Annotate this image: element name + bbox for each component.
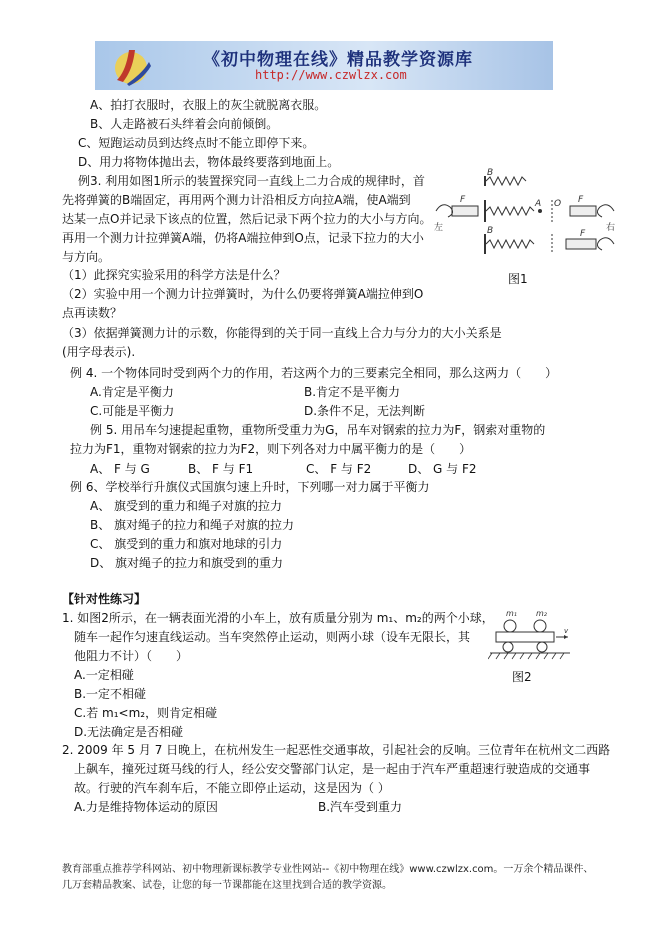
example3-q3-line1: （3）依据弹簧测力计的示数，你能得到的关于同一直线上合力与分力的大小关系是 xyxy=(62,326,502,340)
example6-option-a: A、 旗受到的重力和绳子对旗的拉力 xyxy=(90,499,283,513)
example5-line2: 拉力为F1，重物对钢索的拉力为F2，则下列各对力中属平衡力的是（ ） xyxy=(70,442,472,456)
practice-q1-line2: 随车一起作匀速直线运动。当车突然停止运动，则两小球（设车无限长，其 xyxy=(74,630,471,644)
example5-option-d: D、 G 与 F2 xyxy=(408,462,477,476)
example6-stem: 例 6、学校举行升旗仪式国旗匀速上升时，下列哪一对力属于平衡力 xyxy=(70,480,430,494)
practice-q1-option-d: D.无法确定是否相碰 xyxy=(74,725,184,739)
practice-q1-line1: 1. 如图2所示，在一辆表面光滑的小车上，放有质量分别为 m₁、m₂的两个小球， xyxy=(62,611,494,625)
example4-option-b: B.肯定不是平衡力 xyxy=(304,385,401,399)
figure2-label-v: v xyxy=(564,627,569,635)
option-a: A、拍打衣服时，衣服上的灰尘就脱离衣服。 xyxy=(90,98,327,112)
example4-option-d: D.条件不足，无法判断 xyxy=(304,404,426,418)
page-footer xyxy=(62,862,610,894)
example4-stem: 例 4. 一个物体同时受到两个力的作用，若这两个力的三要素完全相同，那么这两力（ ） xyxy=(70,366,558,380)
figure1-label-f3: F xyxy=(580,229,586,239)
option-b: B、人走路被石头绊着会向前倾倒。 xyxy=(90,117,279,131)
example3-q1: （1）此探究实验采用的科学方法是什么？ xyxy=(62,268,286,282)
example3-line4: 再用一个测力计拉弹簧A端，仍将A端拉伸到O点，记录下拉力的大小 xyxy=(62,231,424,245)
practice-q2-line3: 故。行驶的汽车刹车后，不能立即停止运动，这是因为（ ） xyxy=(74,781,390,795)
banner-title: 《初中物理在线》精品教学资源库 xyxy=(203,50,473,70)
figure1-label-a: A xyxy=(535,199,542,209)
figure1-label-f2: F xyxy=(578,195,584,205)
header-banner xyxy=(95,41,553,90)
figure1-label-left: 左 xyxy=(434,223,444,233)
practice-q2-line1: 2. 2009 年 5 月 7 日晚上，在杭州发生一起恶性交通事故，引起社会的反响。三位青年在杭州文二西路 xyxy=(62,743,611,757)
example3-q2-line2: 点再读数？ xyxy=(62,306,123,320)
practice-q2-option-a: A.力是维持物体运动的原因 xyxy=(74,800,218,814)
example4-option-c: C.可能是平衡力 xyxy=(90,404,175,418)
figure-2-caption: 图2 xyxy=(512,670,532,684)
example3-line5: 与方向。 xyxy=(62,250,111,264)
figure1-label-o: O xyxy=(554,199,562,209)
figure1-label-b-bottom: B xyxy=(487,226,494,236)
site-logo-icon xyxy=(109,44,153,88)
example3-line1: 例3. 利用如图1所示的装置探究同一直线上二力合成的规律时，首 xyxy=(78,174,425,188)
example3-line2: 先将弹簧的B端固定，再用两个测力计沿相反方向拉A端，使A端到 xyxy=(62,193,411,207)
example5-option-b: B、 F 与 F1 xyxy=(188,462,254,476)
example3-q2-line1: （2）实验中用一个测力计拉弹簧时，为什么仍要将弹簧A端拉伸到O xyxy=(62,287,424,301)
figure-1-caption: 图1 xyxy=(508,272,528,286)
practice-q1-option-c: C.若 m₁<m₂，则肯定相碰 xyxy=(74,706,218,720)
example5-line1: 例 5. 用吊车匀速提起重物，重物所受重力为G，吊车对钢索的拉力为F，钢索对重物的 xyxy=(90,423,546,437)
banner-url[interactable]: http://www.czwlzx.com xyxy=(255,68,407,82)
practice-q1-line3: 他阻力不计）（ ） xyxy=(74,649,189,663)
practice-header: 【针对性练习】 xyxy=(62,592,147,606)
example6-option-c: C、 旗受到的重力和旗对地球的引力 xyxy=(90,537,283,551)
figure-2-cart-diagram xyxy=(488,606,572,664)
figure-1-spring-diagram xyxy=(430,164,620,262)
example6-option-d: D、 旗对绳子的拉力和旗受到的重力 xyxy=(90,556,284,570)
example6-option-b: B、 旗对绳子的拉力和绳子对旗的拉力 xyxy=(90,518,295,532)
example5-option-c: C、 F 与 F2 xyxy=(306,462,372,476)
figure1-label-b-top: B xyxy=(487,168,494,178)
example3-line3: 达某一点O并记录下该点的位置，然后记录下两个拉力的大小与方向。 xyxy=(62,212,432,226)
footer-line1: 教育部重点推荐学科网站、初中物理新课标教学专业性网站--《初中物理在线》www.czwlzx.com。一万余个精品课件、 xyxy=(62,864,594,875)
example5-option-a: A、 F 与 G xyxy=(90,462,150,476)
figure2-label-m1: m₁ xyxy=(506,609,517,618)
figure2-label-m2: m₂ xyxy=(536,609,547,618)
practice-q1-option-b: B.一定不相碰 xyxy=(74,687,147,701)
practice-q2-option-b: B.汽车受到重力 xyxy=(318,800,403,814)
footer-line2: 几万套精品教案、试卷，让您的每一节课都能在这里找到合适的教学资源。 xyxy=(62,880,392,891)
option-d: D、用力将物体抛出去，物体最终要落到地面上。 xyxy=(78,155,340,169)
figure1-label-right: 右 xyxy=(606,223,616,233)
practice-q2-line2: 上飙车，撞死过斑马线的行人，经公安交警部门认定，是一起由于汽车严重超速行驶造成的交通事 xyxy=(74,762,591,776)
option-c: C、短跑运动员到达终点时不能立即停下来。 xyxy=(78,136,315,150)
example4-option-a: A.肯定是平衡力 xyxy=(90,385,174,399)
figure1-label-f1: F xyxy=(460,195,466,205)
example3-q3-line2: (用字母表示). xyxy=(62,345,136,359)
practice-q1-option-a: A.一定相碰 xyxy=(74,668,134,682)
